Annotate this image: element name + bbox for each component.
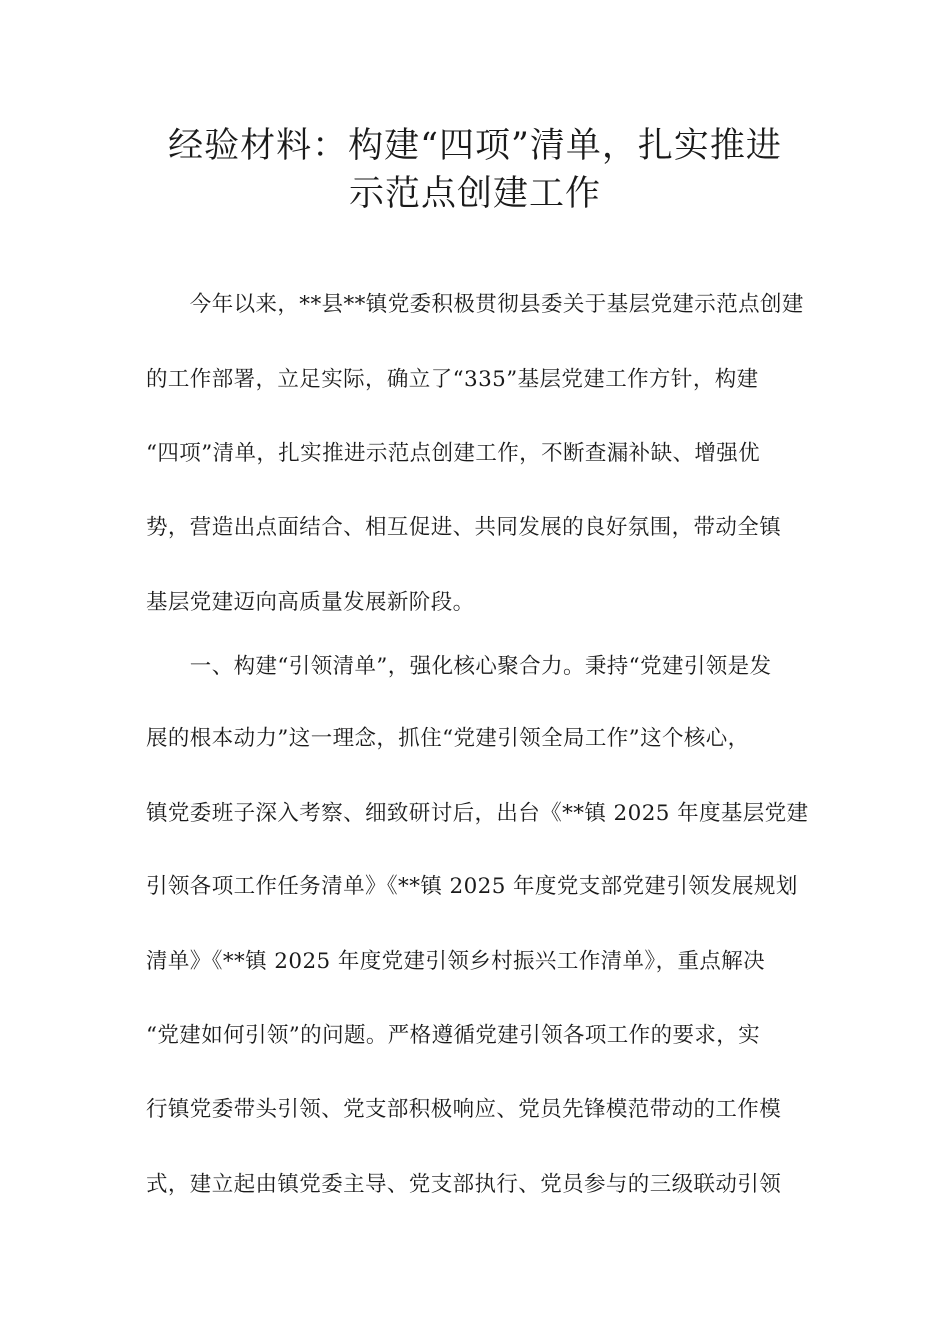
body-line: “四项”清单，扎实推进示范点创建工作，不断查漏补缺、增强优 [146, 441, 761, 466]
document-title-line-1: 经验材料：构建“四项”清单，扎实推进 [168, 126, 782, 166]
body-line: 势，营造出点面结合、相互促进、共同发展的良好氛围，带动全镇 [146, 515, 782, 540]
body-line: 镇党委班子深入考察、细致研讨后，出台《**镇 2025 年度基层党建 [146, 801, 809, 826]
body-line: 引领各项工作任务清单》《**镇 2025 年度党支部党建引领发展规划 [146, 874, 798, 899]
document-title-line-2: 示范点创建工作 [348, 174, 601, 214]
body-line: 展的根本动力”这一理念，抓住“党建引领全局工作”这个核心， [146, 726, 750, 751]
body-line: 清单》《**镇 2025 年度党建引领乡村振兴工作清单》，重点解决 [146, 949, 766, 974]
body-line: 式，建立起由镇党委主导、党支部执行、党员参与的三级联动引领 [146, 1172, 782, 1197]
body-line: 的工作部署，立足实际，确立了“335”基层党建工作方针，构建 [146, 367, 759, 392]
body-line: 行镇党委带头引领、党支部积极响应、党员先锋模范带动的工作模 [146, 1097, 782, 1122]
body-line: 今年以来，**县**镇党委积极贯彻县委关于基层党建示范点创建 [146, 292, 804, 317]
body-line: “党建如何引领”的问题。严格遵循党建引领各项工作的要求，实 [146, 1023, 761, 1048]
body-line: 一、构建“引领清单”，强化核心聚合力。秉持“党建引领是发 [146, 654, 772, 679]
body-line: 基层党建迈向高质量发展新阶段。 [146, 590, 475, 615]
